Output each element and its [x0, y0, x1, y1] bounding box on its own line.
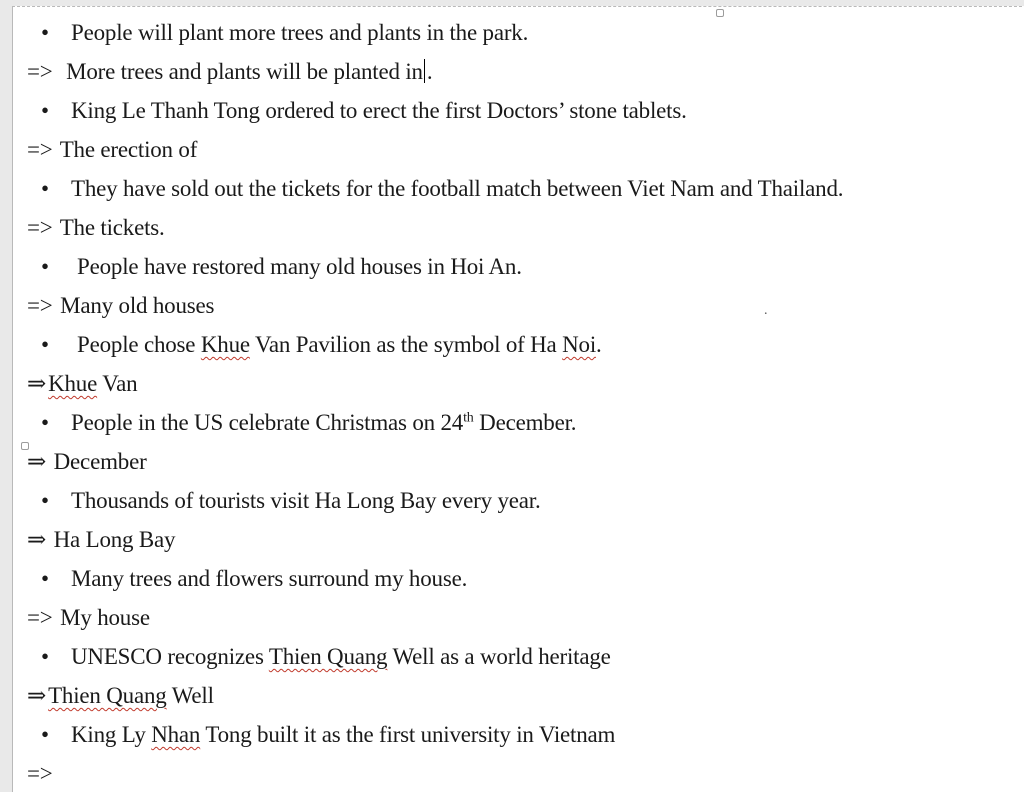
sentence-text: People will plant more trees and plants in the park. [71, 20, 529, 45]
misspelled-word[interactable]: Khue [48, 371, 98, 396]
bullet-item-3 [27, 175, 843, 203]
arrow-icon: => [27, 293, 53, 318]
bullet-item-2 [27, 97, 687, 125]
answer-line-5[interactable] [27, 370, 137, 398]
answer-text: The tickets. [59, 215, 165, 240]
answer-text: The erection of [59, 137, 198, 162]
answer-text-part: Well [166, 683, 214, 708]
arrow-icon: => [27, 137, 53, 162]
answer-text: December [53, 449, 147, 474]
sentence-text-part: Well as a world heritage [387, 644, 611, 669]
misspelled-word[interactable]: Thien Quang [48, 683, 167, 708]
sentence-text-part: People in the US celebrate Christmas on 24 [71, 410, 464, 435]
document-page[interactable] [12, 6, 1024, 792]
sentence-text-part: . [596, 332, 602, 357]
answer-text: Many old houses [60, 293, 215, 318]
arrow-icon: ⇒ [27, 683, 47, 708]
arrow-icon: => [27, 761, 53, 786]
answer-text: Ha Long Bay [53, 527, 176, 552]
arrow-icon: ⇒ [27, 371, 47, 396]
arrow-icon: ⇒ [27, 449, 47, 474]
bullet-item-6 [27, 409, 576, 437]
sentence-text: They have sold out the tickets for the football match between Viet Nam and Thailand. [71, 176, 844, 201]
bullet-glyph: • [41, 410, 49, 435]
sentence-text: Many trees and flowers surround my house. [71, 566, 468, 591]
text-cursor [424, 59, 425, 83]
bullet-item-10 [27, 721, 615, 749]
stray-mark: . [764, 303, 768, 318]
bullet-glyph: • [41, 722, 49, 747]
answer-text-part: Van [97, 371, 138, 396]
bullet-item-1 [27, 19, 528, 47]
sentence-text-part: Van Pavilion as the symbol of Ha [249, 332, 563, 357]
bullet-glyph: • [41, 488, 49, 513]
arrow-icon: => [27, 59, 53, 84]
arrow-icon: ⇒ [27, 527, 47, 552]
bullet-item-5 [27, 331, 602, 359]
answer-text: My house [60, 605, 150, 630]
answer-text-before: More trees and plants will be planted in [66, 59, 423, 84]
misspelled-word[interactable]: Khue [200, 332, 250, 357]
answer-text-after: . [426, 59, 433, 84]
bullet-item-9 [27, 643, 611, 671]
arrow-icon: => [27, 605, 53, 630]
answer-line-8[interactable] [27, 604, 150, 632]
sentence-text-part: UNESCO recognizes [71, 644, 269, 669]
bullet-glyph: • [41, 332, 49, 357]
answer-line-4[interactable] [27, 292, 214, 320]
answer-line-6[interactable] [27, 448, 147, 476]
answer-line-10[interactable] [27, 760, 55, 788]
sentence-text-part: People chose [77, 332, 201, 357]
bullet-glyph: • [41, 98, 49, 123]
answer-line-9[interactable] [27, 682, 214, 710]
answer-line-3[interactable] [27, 214, 165, 242]
sentence-text-part: December. [473, 410, 577, 435]
sentence-text: People have restored many old houses in Hoi An. [77, 254, 522, 279]
answer-line-2[interactable] [27, 136, 197, 164]
misspelled-word[interactable]: Thien Quang [268, 644, 388, 669]
bullet-item-8 [27, 565, 467, 593]
sentence-text-part: King Ly [71, 722, 152, 747]
misspelled-word[interactable]: Noi [562, 332, 597, 357]
bullet-glyph: • [41, 176, 49, 201]
sentence-text-part: Tong built it as the first university in Vietnam [200, 722, 616, 747]
arrow-icon: => [27, 215, 53, 240]
misspelled-word[interactable]: Nhan [151, 722, 201, 747]
bullet-glyph: • [41, 644, 49, 669]
bullet-glyph: • [41, 20, 49, 45]
sentence-text: Thousands of tourists visit Ha Long Bay every year. [71, 488, 541, 513]
resize-handle-top[interactable] [716, 9, 724, 17]
superscript-text: th [463, 410, 474, 426]
answer-line-1[interactable] [27, 58, 432, 86]
bullet-item-7 [27, 487, 541, 515]
sentence-text: King Le Thanh Tong ordered to erect the first Doctors’ stone tablets. [71, 98, 687, 123]
bullet-glyph: • [41, 566, 49, 591]
answer-line-7[interactable] [27, 526, 175, 554]
bullet-item-4 [27, 253, 522, 281]
bullet-glyph: • [41, 254, 49, 279]
